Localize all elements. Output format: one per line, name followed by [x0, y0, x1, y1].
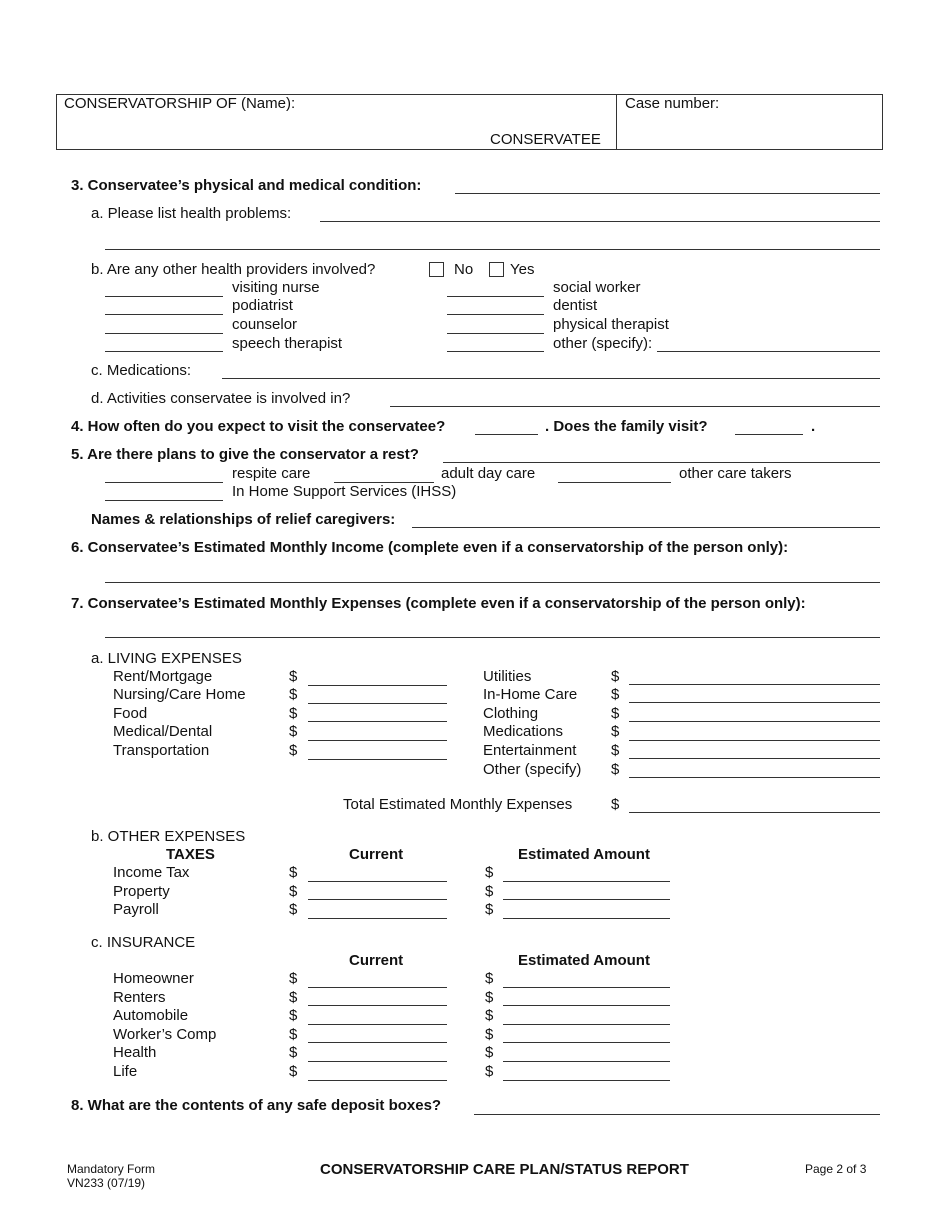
dollar-sign: $: [611, 761, 620, 778]
q3c-label: c. Medications:: [91, 362, 192, 379]
dollar-sign: $: [485, 883, 494, 900]
dollar-sign: $: [289, 668, 298, 685]
expense-label: In-Home Care: [483, 686, 578, 703]
expense-label: Clothing: [483, 705, 539, 722]
q3a-line-2[interactable]: [105, 249, 880, 250]
estimated-line[interactable]: [503, 899, 670, 900]
amount-line[interactable]: [629, 721, 880, 722]
q4-period: .: [811, 418, 816, 435]
provider-label: dentist: [553, 297, 598, 314]
ihss-line[interactable]: [105, 500, 223, 501]
yes-label: Yes: [510, 261, 535, 278]
dollar-sign: $: [485, 970, 494, 987]
insurance-heading: c. INSURANCE: [91, 934, 196, 951]
tax-label: Income Tax: [113, 864, 190, 881]
provider-label: speech therapist: [232, 335, 343, 352]
provider-line-physical-therapist[interactable]: [447, 333, 544, 334]
q8-question: 8. What are the contents of any safe deposit boxes?: [71, 1097, 442, 1114]
conservatorship-label: CONSERVATORSHIP OF (Name):: [64, 95, 296, 112]
medications-line[interactable]: [222, 378, 880, 379]
no-label: No: [454, 261, 474, 278]
current-line[interactable]: [308, 1005, 447, 1006]
footer-mandatory: Mandatory Form: [67, 1162, 156, 1176]
dollar-sign: $: [485, 1044, 494, 1061]
taxes-heading: TAXES: [166, 846, 215, 863]
dollar-sign: $: [289, 970, 298, 987]
provider-line-visiting-nurse[interactable]: [105, 296, 223, 297]
amount-line[interactable]: [308, 685, 447, 686]
dollar-sign: $: [485, 1063, 494, 1080]
q4-family-question: . Does the family visit?: [545, 418, 708, 435]
estimated-line[interactable]: [503, 1061, 670, 1062]
expense-label: Medications: [483, 723, 564, 740]
current-heading: Current: [349, 846, 404, 863]
dollar-sign: $: [289, 723, 298, 740]
other-specify-line[interactable]: [657, 351, 880, 352]
dollar-sign: $: [611, 796, 620, 813]
current-line[interactable]: [308, 899, 447, 900]
total-line[interactable]: [629, 812, 880, 813]
amount-line[interactable]: [308, 721, 447, 722]
expense-label: Transportation: [113, 742, 210, 759]
dollar-sign: $: [485, 989, 494, 1006]
dollar-sign: $: [289, 864, 298, 881]
amount-line[interactable]: [308, 740, 447, 741]
expense-label: Rent/Mortgage: [113, 668, 213, 685]
estimated-line[interactable]: [503, 1080, 670, 1081]
dollar-sign: $: [289, 901, 298, 918]
q6-title: 6. Conservatee’s Estimated Monthly Income (complete even if a conservatorship of the person only):: [71, 539, 789, 556]
provider-label: podiatrist: [232, 297, 293, 314]
current-line[interactable]: [308, 1024, 447, 1025]
amount-line[interactable]: [629, 702, 880, 703]
current-line[interactable]: [308, 1042, 447, 1043]
provider-label: counselor: [232, 316, 298, 333]
provider-line-podiatrist[interactable]: [105, 314, 223, 315]
expense-label: Utilities: [483, 668, 532, 685]
provider-label: social worker: [553, 279, 641, 296]
conservatee-label: CONSERVATEE: [490, 131, 601, 148]
dollar-sign: $: [289, 989, 298, 1006]
amount-line[interactable]: [308, 703, 447, 704]
current-heading: Current: [349, 952, 404, 969]
provider-line-counselor[interactable]: [105, 333, 223, 334]
insurance-label: Worker’s Comp: [113, 1026, 217, 1043]
dollar-sign: $: [289, 1044, 298, 1061]
total-label: Total Estimated Monthly Expenses: [343, 796, 573, 813]
adult-day-label: adult day care: [441, 465, 536, 482]
current-line[interactable]: [308, 918, 447, 919]
estimated-line[interactable]: [503, 1005, 670, 1006]
footer-title: CONSERVATORSHIP CARE PLAN/STATUS REPORT: [320, 1161, 689, 1178]
amount-line[interactable]: [629, 684, 880, 685]
expense-label: Food: [113, 705, 148, 722]
tax-label: Payroll: [113, 901, 159, 918]
current-line[interactable]: [308, 987, 447, 988]
dollar-sign: $: [289, 686, 298, 703]
case-number-label: Case number:: [625, 95, 720, 112]
q3-condition-line[interactable]: [455, 193, 880, 194]
current-line[interactable]: [308, 1061, 447, 1062]
q3a-label: a. Please list health problems:: [91, 205, 292, 222]
other-takers-line[interactable]: [558, 482, 671, 483]
respite-line[interactable]: [105, 482, 223, 483]
header-divider: [616, 94, 617, 149]
expense-label: Entertainment: [483, 742, 577, 759]
visit-frequency-line[interactable]: [475, 434, 538, 435]
dollar-sign: $: [289, 1063, 298, 1080]
estimated-heading: Estimated Amount: [518, 846, 650, 863]
expense-label: Medical/Dental: [113, 723, 213, 740]
other-takers-label: other care takers: [679, 465, 792, 482]
expenses-line[interactable]: [105, 637, 880, 638]
estimated-line[interactable]: [503, 1042, 670, 1043]
yes-checkbox[interactable]: [489, 262, 504, 277]
dollar-sign: $: [485, 864, 494, 881]
q7-title: 7. Conservatee’s Estimated Monthly Expenses (complete even if a conservatorship of the person only):: [71, 595, 806, 612]
q3d-label: d. Activities conservatee is involved in?: [91, 390, 351, 407]
dollar-sign: $: [611, 686, 620, 703]
tax-label: Property: [113, 883, 170, 900]
dollar-sign: $: [485, 901, 494, 918]
insurance-label: Health: [113, 1044, 157, 1061]
rest-plans-line[interactable]: [443, 462, 880, 463]
q4-question: 4. How often do you expect to visit the conservatee?: [71, 418, 446, 435]
estimated-heading: Estimated Amount: [518, 952, 650, 969]
provider-line-dentist[interactable]: [447, 314, 544, 315]
provider-line-social-worker[interactable]: [447, 296, 544, 297]
expense-label: Other (specify): [483, 761, 582, 778]
amount-line[interactable]: [308, 759, 447, 760]
current-line[interactable]: [308, 1080, 447, 1081]
living-heading: a. LIVING EXPENSES: [91, 650, 242, 667]
dollar-sign: $: [289, 1026, 298, 1043]
estimated-line[interactable]: [503, 1024, 670, 1025]
other-expenses-heading: b. OTHER EXPENSES: [91, 828, 246, 845]
q5-question: 5. Are there plans to give the conservator a rest?: [71, 446, 419, 463]
relief-line[interactable]: [412, 527, 880, 528]
estimated-line[interactable]: [503, 881, 670, 882]
current-line[interactable]: [308, 881, 447, 882]
family-visit-line[interactable]: [735, 434, 803, 435]
provider-label: other (specify):: [553, 335, 653, 352]
estimated-line[interactable]: [503, 987, 670, 988]
dollar-sign: $: [289, 742, 298, 759]
provider-line-speech-therapist[interactable]: [105, 351, 223, 352]
respite-label: respite care: [232, 465, 311, 482]
insurance-label: Life: [113, 1063, 138, 1080]
dollar-sign: $: [289, 1007, 298, 1024]
no-checkbox[interactable]: [429, 262, 444, 277]
provider-label: visiting nurse: [232, 279, 320, 296]
insurance-label: Homeowner: [113, 970, 194, 987]
safe-deposit-line[interactable]: [474, 1114, 880, 1115]
dollar-sign: $: [485, 1026, 494, 1043]
estimated-line[interactable]: [503, 918, 670, 919]
expense-label: Nursing/Care Home: [113, 686, 246, 703]
amount-line[interactable]: [629, 740, 880, 741]
dollar-sign: $: [611, 705, 620, 722]
dollar-sign: $: [485, 1007, 494, 1024]
activities-line[interactable]: [390, 406, 880, 407]
provider-label: physical therapist: [553, 316, 669, 333]
insurance-label: Renters: [113, 989, 166, 1006]
income-line[interactable]: [105, 582, 880, 583]
q3a-line-1[interactable]: [320, 221, 880, 222]
amount-line[interactable]: [629, 758, 880, 759]
q3b-label: b. Are any other health providers involved?: [91, 261, 376, 278]
amount-line[interactable]: [629, 777, 880, 778]
provider-line-other[interactable]: [447, 351, 544, 352]
dollar-sign: $: [611, 723, 620, 740]
footer-form-id: VN233 (07/19): [67, 1176, 146, 1190]
dollar-sign: $: [289, 883, 298, 900]
q3-title: 3. Conservatee’s physical and medical condition:: [71, 177, 422, 194]
ihss-label: In Home Support Services (IHSS): [232, 483, 457, 500]
footer-page: Page 2 of 3: [805, 1162, 867, 1176]
relief-label: Names & relationships of relief caregivers:: [91, 511, 396, 528]
insurance-label: Automobile: [113, 1007, 189, 1024]
dollar-sign: $: [289, 705, 298, 722]
dollar-sign: $: [611, 668, 620, 685]
dollar-sign: $: [611, 742, 620, 759]
